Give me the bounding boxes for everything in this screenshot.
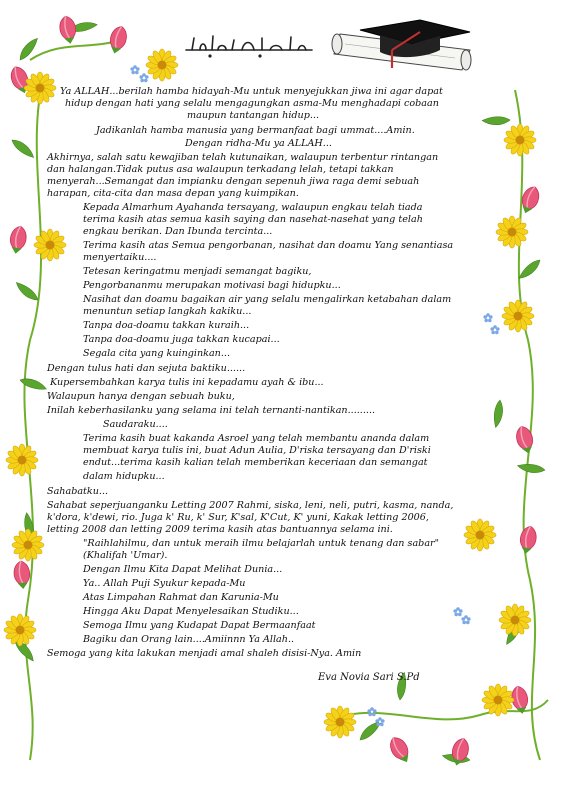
text-line: engkau berikan. Dan Ibunda tercinta... bbox=[83, 226, 273, 237]
text-line: k'dora, k'dewi, rio. Juga k' Ru, k' Sur, K'sal, K'Cut, K' yuni, Kakak letting 2006, bbox=[47, 512, 429, 523]
text-line: letting 2008 dan letting 2009 terima kasih atas bantuannya selama ini. bbox=[47, 524, 393, 535]
text-line: "Raihlahilmu, dan untuk meraih ilmu belajarlah untuk tenang dan sabar" bbox=[83, 538, 440, 549]
text-line: Pengorbananmu merupakan motivasi bagi hidupku... bbox=[83, 280, 341, 291]
text-line: Ya.. Allah Puji Syukur kepada-Mu bbox=[83, 578, 246, 589]
text-line: Tanpa doa-doamu takkan kuraih... bbox=[83, 320, 250, 331]
text-line: terima kasih atas semua kasih saying dan nasehat-nasehat yang telah bbox=[83, 214, 423, 225]
text-line: Dengan tulus hati dan sejuta baktiku...... bbox=[47, 363, 246, 374]
text-line: Jadikanlah hamba manusia yang bermanfaat bagi ummat....Amin. bbox=[96, 125, 415, 136]
text-line: dan halangan.Tidak putus asa walaupun terkadang lelah, tetapi takkan bbox=[47, 164, 394, 175]
text-line: Kupersembahkan karya tulis ini kepadamu ayah & ibu... bbox=[50, 377, 324, 388]
text-line: Dengan ridha-Mu ya ALLAH... bbox=[185, 138, 332, 149]
text-line: Hingga Aku Dapat Menyelesaikan Studiku... bbox=[83, 606, 299, 617]
text-line: (Khalifah 'Umar). bbox=[83, 550, 168, 561]
text-line: Inilah keberhasilanku yang selama ini telah ternanti-nantikan......... bbox=[47, 405, 376, 416]
text-line: Walaupun hanya dengan sebuah buku, bbox=[47, 391, 235, 402]
text-line: harapan, cita-cita dan masa depan yang kuimpikan. bbox=[47, 188, 299, 199]
text-line: Segala cita yang kuinginkan... bbox=[83, 348, 231, 359]
text-line: Terima kasih atas Semua pengorbanan, nasihat dan doamu Yang senantiasa bbox=[83, 240, 454, 251]
text-line: membuat karya tulis ini, buat Adun Aulia, D'riska tersayang dan D'riski bbox=[83, 445, 431, 456]
text-line: menyerah...Semangat dan impianku dengan sepenuh jiwa raga demi sebuah bbox=[47, 176, 420, 187]
text-line: Tetesan keringatmu menjadi semangat bagiku, bbox=[83, 266, 312, 277]
text-line: Ya ALLAH...berilah hamba hidayah-Mu untuk menyejukkan jiwa ini agar dapat bbox=[60, 86, 443, 97]
text-line: hidup dengan hati yang selalu mengagungkan asma-Mu menghadapi cobaan bbox=[65, 98, 439, 109]
text-line: Atas Limpahan Rahmat dan Karunia-Mu bbox=[83, 592, 279, 603]
text-line: Terima kasih buat kakanda Asroel yang telah membantu ananda dalam bbox=[83, 433, 430, 444]
text-line: Semoga Ilmu yang Kudapat Dapat Bermaanfaat bbox=[83, 620, 316, 631]
text-line: Saudaraku.... bbox=[103, 419, 168, 430]
text-line: Sahabat seperjuanganku Letting 2007 Rahmi, siska, leni, neli, putri, kasma, nanda, bbox=[47, 500, 454, 511]
text-line: Bagiku dan Orang lain....Amiinnn Ya Allah.. bbox=[83, 634, 295, 645]
text-line: dalam hidupku... bbox=[83, 471, 165, 482]
text-line: Dengan Ilmu Kita Dapat Melihat Dunia... bbox=[83, 564, 283, 575]
text-line: Sahabatku... bbox=[47, 486, 109, 497]
text-line: Nasihat dan doamu bagaikan air yang selalu mengalirkan ketabahan dalam bbox=[83, 294, 452, 305]
text-line: menuntun setiap langkah kakiku... bbox=[83, 306, 252, 317]
text-line: endut...terima kasih kalian telah memberikan keceriaan dan semangat bbox=[83, 457, 428, 468]
text-line: Akhirnya, salah satu kewajiban telah kutunaikan, walaupun terbentur rintangan bbox=[47, 152, 439, 163]
text-line: Tanpa doa-doamu juga takkan kucapai... bbox=[83, 334, 280, 345]
text-line: Semoga yang kita lakukan menjadi amal shaleh disisi-Nya. Amin bbox=[47, 648, 362, 659]
text-line: menyertaiku.... bbox=[83, 252, 157, 263]
text-line: Kepada Almarhum Ayahanda tersayang, walaupun engkau telah tiada bbox=[83, 202, 423, 213]
signature: Eva Novia Sari S.Pd bbox=[318, 672, 420, 683]
text-line: maupun tantangan hidup... bbox=[187, 110, 319, 121]
